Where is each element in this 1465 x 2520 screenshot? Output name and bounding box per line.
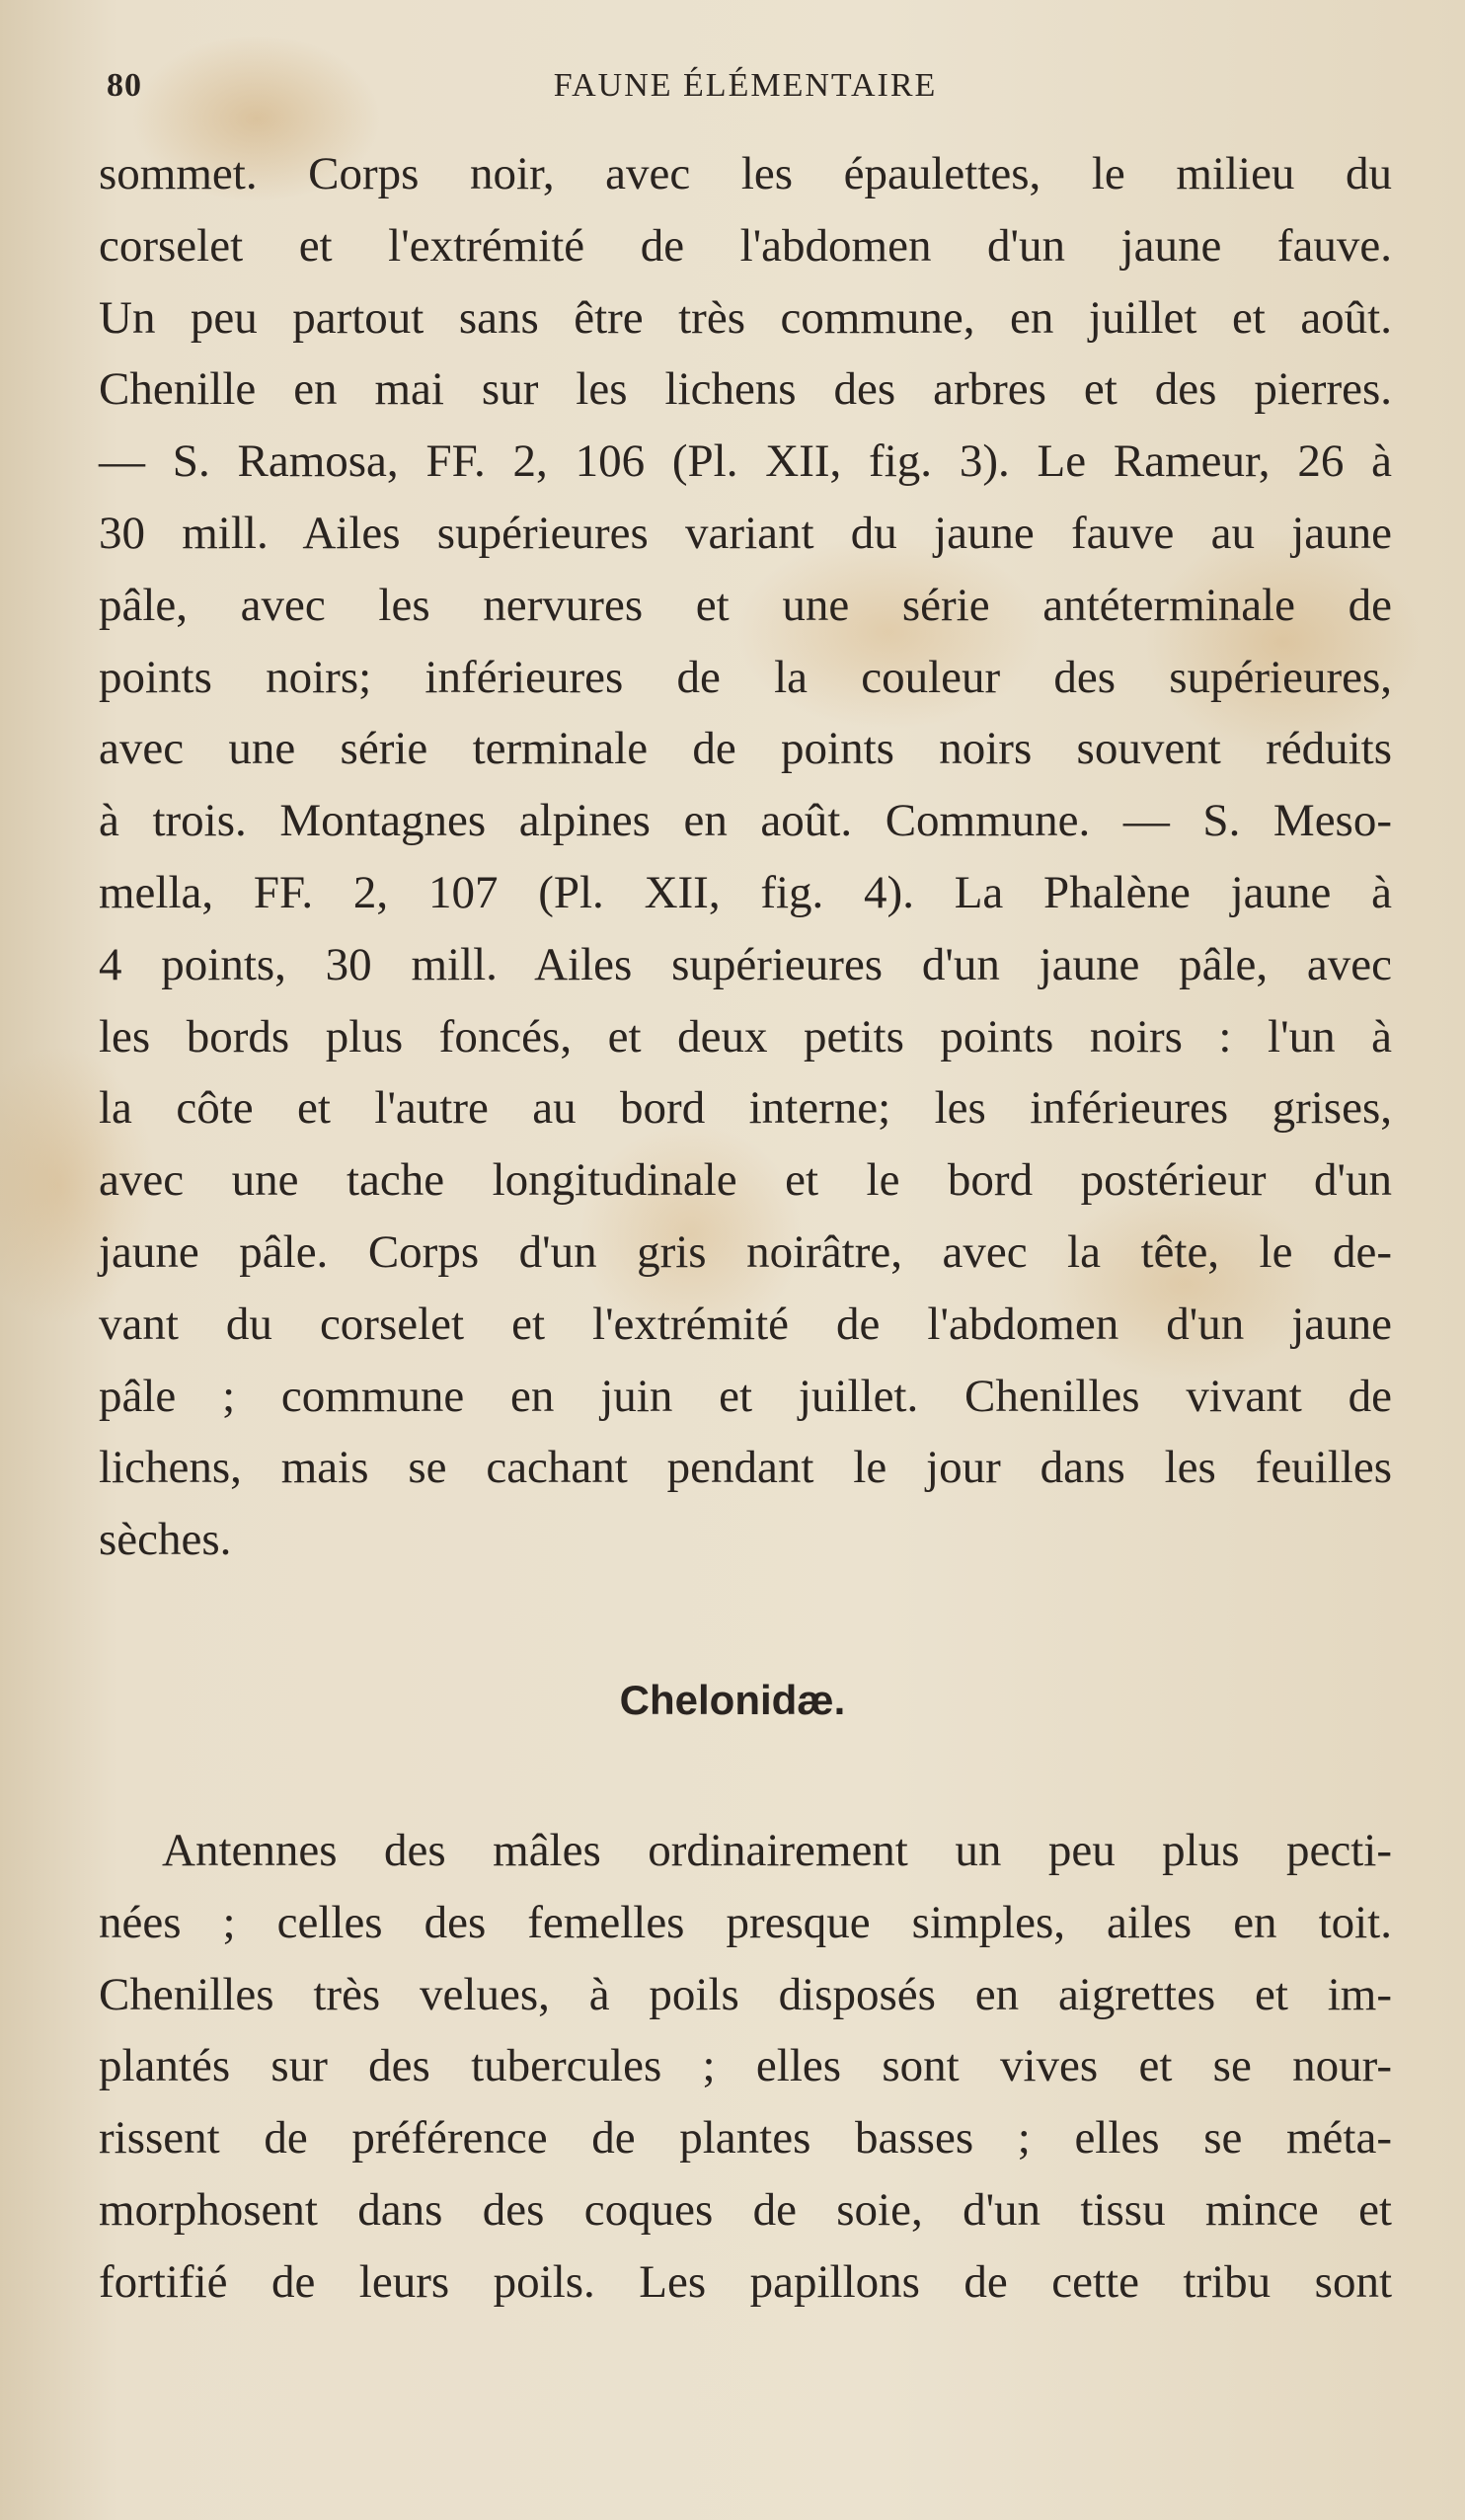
text-line: sèches. bbox=[99, 1514, 232, 1566]
text-line: 4 points, 30 mill. Ailes supérieures d'un jaune pâle, avec bbox=[99, 938, 1392, 990]
text-line: lichens, mais se cachant pendant le jour dans les feuilles bbox=[99, 1442, 1392, 1494]
text-line: avec une série terminale de points noirs souvent réduits bbox=[99, 723, 1392, 775]
text-line: à trois. Montagnes alpines en août. Commune. — S. Meso- bbox=[99, 795, 1392, 847]
text-line: Chenilles très velues, à poils disposés en aigrettes et im- bbox=[99, 1968, 1392, 2020]
header-title: FAUNE ÉLÉMENTAIRE bbox=[553, 67, 938, 104]
text-line: nées ; celles des femelles presque simples, ailes en toit. bbox=[99, 1896, 1392, 1948]
text-line: — S. Ramosa, FF. 2, 106 (Pl. XII, fig. 3). Le Rameur, 26 à bbox=[99, 435, 1392, 488]
text-line: corselet et l'extrémité de l'abdomen d'un jaune fauve. bbox=[99, 219, 1392, 272]
body-paragraph-2 bbox=[99, 1815, 1392, 2319]
text-line: avec une tache longitudinale et le bord postérieur d'un bbox=[99, 1154, 1392, 1207]
text-line: sommet. Corps noir, avec les épaulettes, le milieu du bbox=[99, 148, 1392, 199]
text-line: vant du corselet et l'extrémité de l'abdomen d'un jaune bbox=[99, 1298, 1392, 1350]
text-line: fortifié de leurs poils. Les papillons de cette tribu sont bbox=[99, 2255, 1392, 2308]
text-line: morphosent dans des coques de soie, d'un tissu mince et bbox=[99, 2183, 1392, 2236]
text-line: jaune pâle. Corps d'un gris noirâtre, avec la tête, le de- bbox=[99, 1225, 1392, 1278]
text-line: mella, FF. 2, 107 (Pl. XII, fig. 4). La Phalène jaune à bbox=[99, 866, 1392, 918]
text-line: Un peu partout sans être très commune, en juillet et août. bbox=[99, 291, 1392, 344]
text-line: les bords plus foncés, et deux petits points noirs : l'un à bbox=[99, 1010, 1392, 1063]
text-line: pâle ; commune en juin et juillet. Chenilles vivant de bbox=[99, 1370, 1392, 1422]
page-number: 80 bbox=[107, 67, 142, 104]
body-paragraph-1 bbox=[99, 138, 1392, 1576]
text-line: 30 mill. Ailes supérieures variant du jaune fauve au jaune bbox=[99, 507, 1392, 559]
text-line: Chenille en mai sur les lichens des arbres et des pierres. bbox=[99, 363, 1392, 416]
text-line: la côte et l'autre au bord interne; les inférieures grises, bbox=[99, 1082, 1392, 1135]
text-line: pâle, avec les nervures et une série antéterminale de bbox=[99, 579, 1392, 631]
text-line: points noirs; inférieures de la couleur des supérieures, bbox=[99, 651, 1392, 703]
section-heading: Chelonidæ. bbox=[619, 1677, 846, 1723]
running-head bbox=[99, 67, 1392, 117]
text-line: rissent de préférence de plantes basses ; elles se méta- bbox=[99, 2112, 1392, 2165]
text-line: Antennes des mâles ordinairement un peu plus pecti- bbox=[162, 1825, 1392, 1876]
text-line: plantés sur des tubercules ; elles sont vives et se nour- bbox=[99, 2040, 1392, 2092]
